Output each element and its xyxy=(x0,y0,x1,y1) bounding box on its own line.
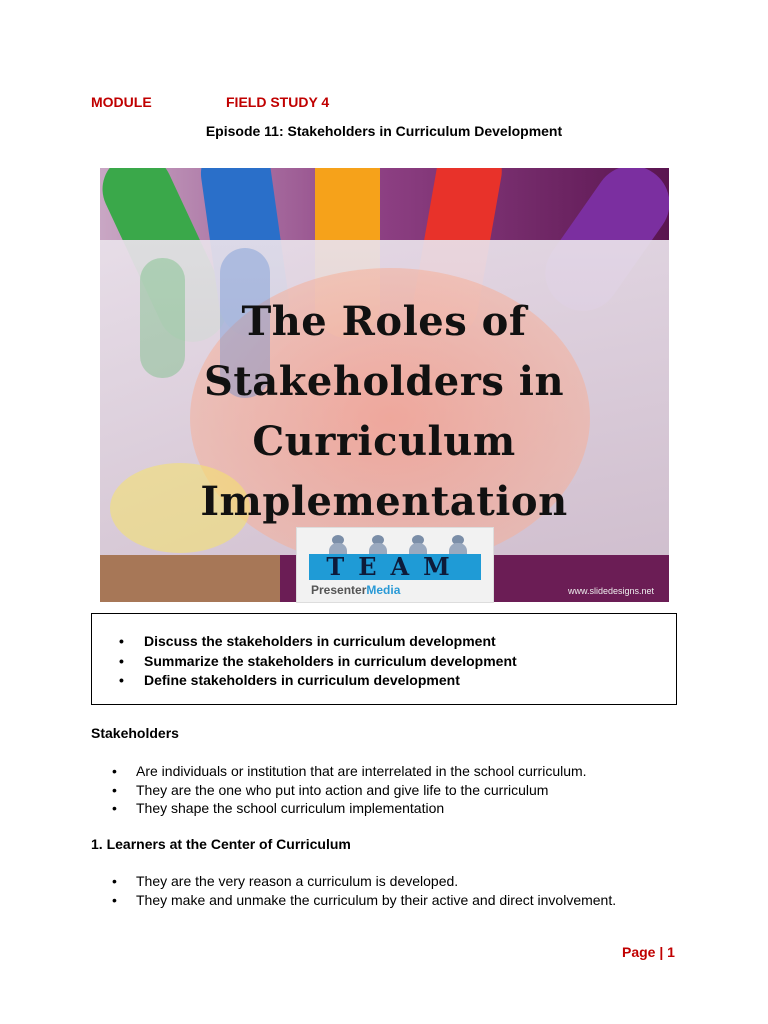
bullet-icon: • xyxy=(119,633,124,649)
list-item: • They make and unmake the curriculum by their active and direct involvement. xyxy=(112,891,617,908)
list-item: • Define stakeholders in curriculum development xyxy=(119,671,517,691)
list-item: • Summarize the stakeholders in curriculum development xyxy=(119,652,517,672)
field-study-label: FIELD STUDY 4 xyxy=(226,94,330,110)
section-heading: 1. Learners at the Center of Curriculum xyxy=(91,836,351,852)
list-item: • Discuss the stakeholders in curriculum development xyxy=(119,632,517,652)
bullet-icon: • xyxy=(112,800,117,816)
bullet-icon: • xyxy=(119,672,124,688)
bullet-icon: • xyxy=(112,873,117,889)
bullet-icon: • xyxy=(112,763,117,779)
list-item: • They shape the school curriculum implementation xyxy=(112,800,445,816)
stakeholders-list xyxy=(112,762,587,818)
list-item: • Are individuals or institution that are interrelated in the school curriculum. xyxy=(112,763,587,779)
section-heading: Stakeholders xyxy=(91,725,179,741)
presenter-media-logo: PresenterMedia xyxy=(311,583,401,597)
hero-title-line: The Roles of xyxy=(241,298,527,345)
episode-title: Episode 11: Stakeholders in Curriculum Development xyxy=(205,123,563,139)
bullet-icon: • xyxy=(112,781,117,798)
hero-title xyxy=(0,292,768,532)
team-word: TEAM xyxy=(309,554,481,580)
objectives-box xyxy=(91,613,677,705)
learners-list xyxy=(112,872,616,909)
list-item: • They are the one who put into action and give life to the curriculum xyxy=(112,781,549,798)
hero-title-line: Stakeholders in xyxy=(203,358,565,405)
bullet-icon: • xyxy=(112,891,117,908)
hero-title-line: Curriculum xyxy=(252,418,516,465)
hero-title-line: Implementation xyxy=(200,478,568,525)
module-header xyxy=(91,94,330,110)
objectives-list xyxy=(119,632,517,691)
module-label: MODULE xyxy=(91,94,152,110)
page-number: Page | 1 xyxy=(622,944,675,960)
bullet-icon: • xyxy=(119,652,124,669)
list-item: • They are the very reason a curriculum is developed. xyxy=(112,873,459,889)
watermark-text: www.slidedesigns.net xyxy=(568,586,655,596)
team-logo xyxy=(296,527,494,603)
